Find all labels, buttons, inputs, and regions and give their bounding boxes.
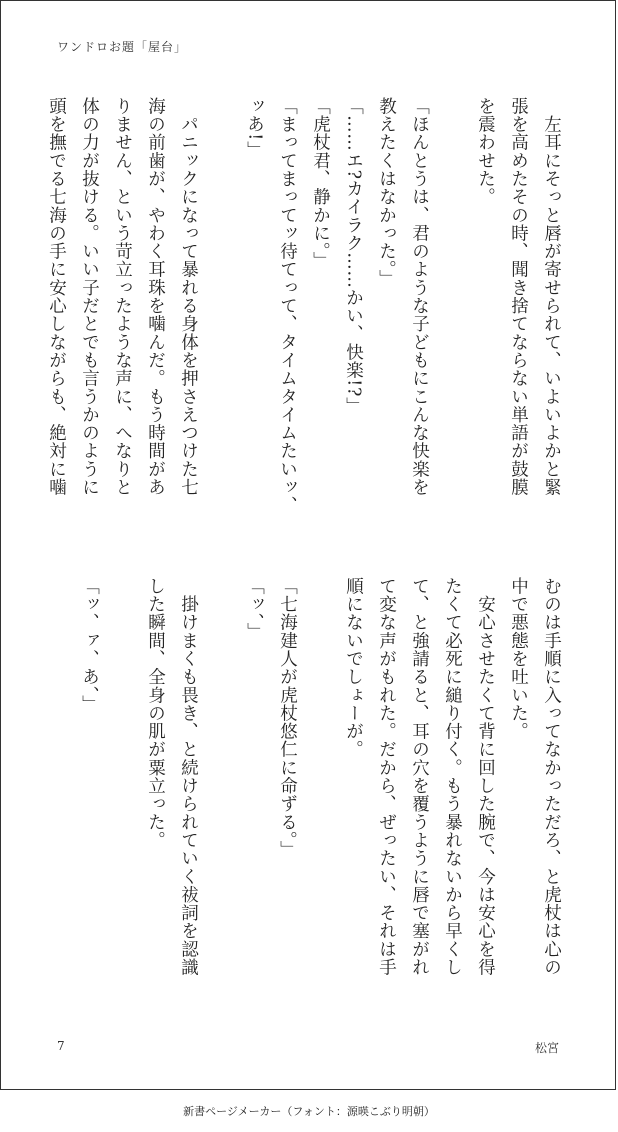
text-column: たくて必死に縋り付く。もう暴れないから早くし (442, 577, 463, 977)
text-column: 教えたくはなかった。」 (376, 97, 397, 288)
text-column: した瞬間、全身の肌が粟立った。 (145, 577, 166, 850)
text-column: 「……エ?カイラク……かい、快楽!?」 (343, 97, 364, 416)
text-column: 順にないでしょーが。 (343, 577, 364, 759)
text-column: パニックになって暴れる身体を押さえつけた七 (178, 97, 199, 497)
page-number: 7 (57, 1039, 65, 1053)
text-column: むのは手順に入ってなかっただろ、と虎杖は心の (541, 577, 562, 977)
text-column: 海の前歯が、やわく耳珠を噛んだ。もう時間があ (145, 97, 166, 497)
text-column: 「ッ、」 (244, 577, 265, 641)
text-column: て、と強請ると、耳の穴を覆うように唇で塞がれ (409, 577, 430, 977)
text-column: 安心させたくて背に回した腕で、今は安心を得 (475, 577, 496, 977)
text-column: 「七海建人が虎杖悠仁に命ずる。」 (277, 577, 298, 859)
text-column: 「虎杖君、静かに。」 (310, 97, 331, 270)
text-column: 「ッ、ァ、あ、」 (79, 577, 100, 714)
text-column: ッあ!」 (244, 97, 265, 160)
text-column: 掛けまくも畏き、と続けられていく祓詞を認識 (178, 577, 199, 977)
text-column: 「ほんとうは、君のような子どもにこんな快楽を (409, 97, 430, 497)
generator-credit: 新書ページメーカー（フォント：源暎こぶり明朝） (183, 1105, 435, 1118)
text-column: 左耳にそっと唇が寄せられて、いよいよかと緊 (541, 97, 562, 497)
text-column: 「まってまってッ待てって、タイムタイムたいッ、 (277, 97, 298, 515)
text-column: 体の力が抜ける。いい子だとでも言うかのように (79, 97, 100, 497)
text-column: て変な声がもれた。だから、ぜったい、それは手 (376, 577, 397, 977)
text-column: りません、という苛立ったような声に、へなりと (112, 97, 133, 497)
author-name: 松宮 (535, 1041, 560, 1055)
text-column: を震わせた。 (475, 97, 496, 206)
page-header-title: ワンドロお題「屋台」 (57, 40, 188, 54)
text-column: 張を高めたその時、聞き捨てならない単語が鼓膜 (508, 97, 529, 497)
text-column: 中で悪態を吐いた。 (508, 577, 529, 741)
text-column: 頭を撫でる七海の手に安心しながらも、絶対に噛 (46, 97, 67, 497)
